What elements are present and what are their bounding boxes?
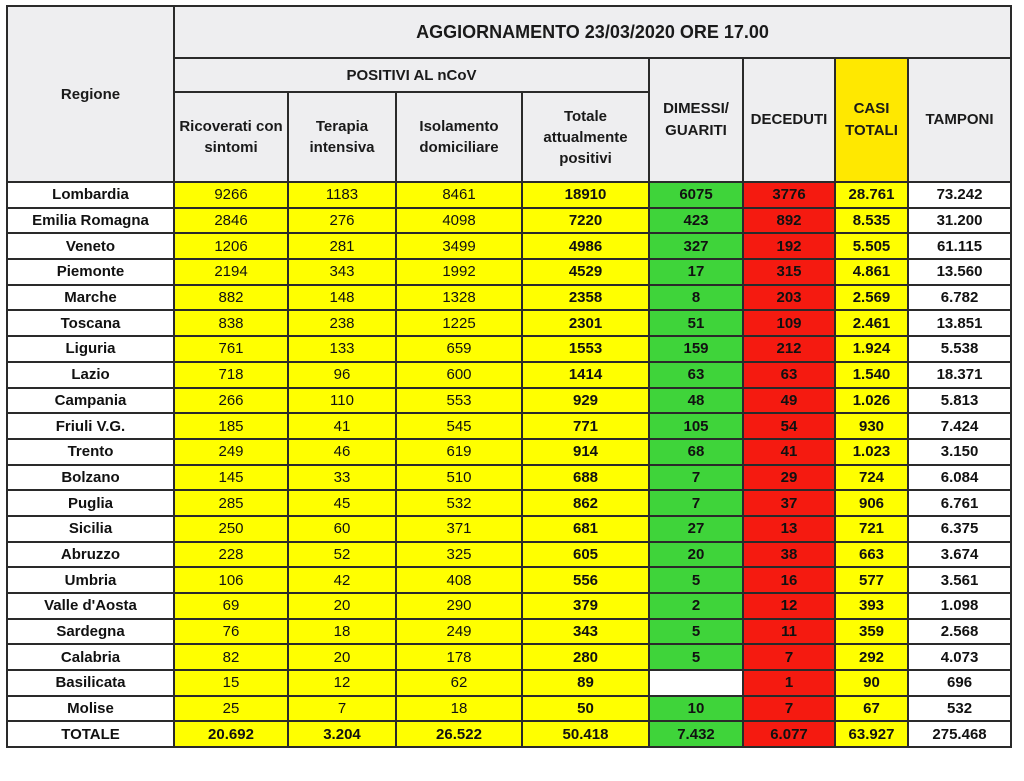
cell-dimessi: 48: [649, 388, 743, 414]
cell-tamponi: 13.851: [908, 310, 1011, 336]
cell-isolamento: 619: [396, 439, 522, 465]
header-regione: Regione: [7, 6, 174, 182]
cell-tamponi: 6.084: [908, 465, 1011, 491]
cell-isolamento: 1225: [396, 310, 522, 336]
cell-casi: 393: [835, 593, 908, 619]
cell-casi: 292: [835, 644, 908, 670]
cell-dimessi: 5: [649, 567, 743, 593]
cell-deceduti: 54: [743, 413, 835, 439]
cell-ricoverati: 882: [174, 285, 288, 311]
cell-ricoverati: 838: [174, 310, 288, 336]
cell-regione: Toscana: [7, 310, 174, 336]
cell-ricoverati: 145: [174, 465, 288, 491]
cell-dimessi: 5: [649, 644, 743, 670]
cell-dimessi: 8: [649, 285, 743, 311]
cell-tamponi: 61.115: [908, 233, 1011, 259]
cell-regione: Emilia Romagna: [7, 208, 174, 234]
cell-deceduti: 7: [743, 696, 835, 722]
cell-isolamento: 62: [396, 670, 522, 696]
cell-deceduti: 7: [743, 644, 835, 670]
table-row: [7, 670, 1011, 696]
cell-terapia: 276: [288, 208, 396, 234]
cell-totale-positivi: 89: [522, 670, 649, 696]
cell-deceduti: 41: [743, 439, 835, 465]
cell-dimessi: 327: [649, 233, 743, 259]
cell-casi: 1.026: [835, 388, 908, 414]
header-casi-totali: CASI TOTALI: [835, 58, 908, 182]
cell-totale-positivi: 914: [522, 439, 649, 465]
cell-isolamento: 290: [396, 593, 522, 619]
table-row: [7, 259, 1011, 285]
cell-casi: 8.535: [835, 208, 908, 234]
cell-totale-positivi: 862: [522, 490, 649, 516]
cell-regione: Bolzano: [7, 465, 174, 491]
cell-dimessi: 17: [649, 259, 743, 285]
cell-ricoverati: 82: [174, 644, 288, 670]
cell-deceduti: 1: [743, 670, 835, 696]
cell-ricoverati: 718: [174, 362, 288, 388]
cell-terapia: 60: [288, 516, 396, 542]
header-tamponi: TAMPONI: [908, 58, 1011, 182]
cell-tamponi: 31.200: [908, 208, 1011, 234]
cell-totale-positivi: 929: [522, 388, 649, 414]
cell-tamponi: 18.371: [908, 362, 1011, 388]
table-row: [7, 388, 1011, 414]
cell-isolamento: 18: [396, 696, 522, 722]
cell-dimessi: 68: [649, 439, 743, 465]
cell-deceduti: 12: [743, 593, 835, 619]
cell-ricoverati: 25: [174, 696, 288, 722]
cell-isolamento: 510: [396, 465, 522, 491]
cell-regione: Umbria: [7, 567, 174, 593]
cell-terapia: 46: [288, 439, 396, 465]
cell-casi: 2.461: [835, 310, 908, 336]
cell-casi: 2.569: [835, 285, 908, 311]
cell-isolamento: 600: [396, 362, 522, 388]
cell-casi: 67: [835, 696, 908, 722]
cell-ricoverati: 9266: [174, 182, 288, 208]
table-row: [7, 285, 1011, 311]
table-row: [7, 593, 1011, 619]
cell-isolamento: 3499: [396, 233, 522, 259]
cell-regione: Piemonte: [7, 259, 174, 285]
table-row: [7, 310, 1011, 336]
table-row: [7, 233, 1011, 259]
cell-dimessi: 5: [649, 619, 743, 645]
cell-deceduti: 3776: [743, 182, 835, 208]
cell-terapia: 20: [288, 593, 396, 619]
table-row: [7, 696, 1011, 722]
cell-deceduti: 49: [743, 388, 835, 414]
cell-dimessi: 2: [649, 593, 743, 619]
cell-casi: 5.505: [835, 233, 908, 259]
cell-totale-positivi: 1553: [522, 336, 649, 362]
cell-ricoverati: 20.692: [174, 721, 288, 747]
cell-casi: 1.540: [835, 362, 908, 388]
cell-totale-positivi: 688: [522, 465, 649, 491]
cell-casi: 577: [835, 567, 908, 593]
cell-deceduti: 16: [743, 567, 835, 593]
cell-tamponi: 3.674: [908, 542, 1011, 568]
cell-dimessi: 27: [649, 516, 743, 542]
cell-tamponi: 73.242: [908, 182, 1011, 208]
cell-regione: Calabria: [7, 644, 174, 670]
cell-regione: Lombardia: [7, 182, 174, 208]
cell-terapia: 20: [288, 644, 396, 670]
cell-deceduti: 63: [743, 362, 835, 388]
cell-isolamento: 659: [396, 336, 522, 362]
cell-terapia: 133: [288, 336, 396, 362]
cell-tamponi: 532: [908, 696, 1011, 722]
cell-isolamento: 325: [396, 542, 522, 568]
cell-dimessi: 10: [649, 696, 743, 722]
cell-deceduti: 109: [743, 310, 835, 336]
cell-casi: 1.924: [835, 336, 908, 362]
cell-totale-positivi: 50.418: [522, 721, 649, 747]
cell-casi: 63.927: [835, 721, 908, 747]
cell-tamponi: 13.560: [908, 259, 1011, 285]
cell-isolamento: 8461: [396, 182, 522, 208]
cell-tamponi: 696: [908, 670, 1011, 696]
cell-deceduti: 37: [743, 490, 835, 516]
cell-deceduti: 38: [743, 542, 835, 568]
cell-totale-positivi: 343: [522, 619, 649, 645]
cell-terapia: 281: [288, 233, 396, 259]
cell-ricoverati: 106: [174, 567, 288, 593]
cell-regione: Trento: [7, 439, 174, 465]
cell-deceduti: 29: [743, 465, 835, 491]
cell-deceduti: 212: [743, 336, 835, 362]
cell-tamponi: 5.813: [908, 388, 1011, 414]
cell-casi: 4.861: [835, 259, 908, 285]
cell-regione: Liguria: [7, 336, 174, 362]
table-row: [7, 516, 1011, 542]
cell-terapia: 12: [288, 670, 396, 696]
cell-ricoverati: 1206: [174, 233, 288, 259]
cell-totale-positivi: 771: [522, 413, 649, 439]
cell-deceduti: 192: [743, 233, 835, 259]
cell-totale-positivi: 280: [522, 644, 649, 670]
cell-deceduti: 203: [743, 285, 835, 311]
header-totale-positivi: Totale attualmente positivi: [522, 92, 649, 182]
table-row: [7, 362, 1011, 388]
cell-casi: 721: [835, 516, 908, 542]
cell-totale-positivi: 18910: [522, 182, 649, 208]
cell-regione: TOTALE: [7, 721, 174, 747]
header-dimessi: DIMESSI/ GUARITI: [649, 58, 743, 182]
cell-tamponi: 6.761: [908, 490, 1011, 516]
cell-regione: Marche: [7, 285, 174, 311]
cell-dimessi: 105: [649, 413, 743, 439]
cell-casi: 663: [835, 542, 908, 568]
cell-tamponi: 7.424: [908, 413, 1011, 439]
cell-ricoverati: 285: [174, 490, 288, 516]
cell-tamponi: 275.468: [908, 721, 1011, 747]
cell-tamponi: 4.073: [908, 644, 1011, 670]
cell-tamponi: 2.568: [908, 619, 1011, 645]
cell-casi: 724: [835, 465, 908, 491]
header-isolamento: Isolamento domiciliare: [396, 92, 522, 182]
cell-isolamento: 532: [396, 490, 522, 516]
cell-tamponi: 3.150: [908, 439, 1011, 465]
cell-terapia: 110: [288, 388, 396, 414]
cell-isolamento: 371: [396, 516, 522, 542]
table-row: [7, 465, 1011, 491]
cell-ricoverati: 228: [174, 542, 288, 568]
cell-ricoverati: 185: [174, 413, 288, 439]
cell-dimessi: 20: [649, 542, 743, 568]
cell-dimessi: [649, 670, 743, 696]
header-deceduti: DECEDUTI: [743, 58, 835, 182]
cell-isolamento: 1328: [396, 285, 522, 311]
cell-regione: Veneto: [7, 233, 174, 259]
table-row: [7, 182, 1011, 208]
cell-terapia: 18: [288, 619, 396, 645]
cell-dimessi: 63: [649, 362, 743, 388]
cell-terapia: 96: [288, 362, 396, 388]
cell-deceduti: 315: [743, 259, 835, 285]
cell-casi: 930: [835, 413, 908, 439]
cell-totale-positivi: 681: [522, 516, 649, 542]
cell-regione: Basilicata: [7, 670, 174, 696]
cell-ricoverati: 2846: [174, 208, 288, 234]
cell-dimessi: 6075: [649, 182, 743, 208]
cell-deceduti: 11: [743, 619, 835, 645]
cell-regione: Valle d'Aosta: [7, 593, 174, 619]
cell-tamponi: 5.538: [908, 336, 1011, 362]
cell-dimessi: 7: [649, 465, 743, 491]
cell-casi: 90: [835, 670, 908, 696]
cell-terapia: 45: [288, 490, 396, 516]
cell-tamponi: 3.561: [908, 567, 1011, 593]
cell-totale-positivi: 556: [522, 567, 649, 593]
cell-terapia: 238: [288, 310, 396, 336]
cell-isolamento: 4098: [396, 208, 522, 234]
cell-ricoverati: 2194: [174, 259, 288, 285]
cell-ricoverati: 250: [174, 516, 288, 542]
cell-totale-positivi: 2358: [522, 285, 649, 311]
table-row: [7, 542, 1011, 568]
covid-regions-table: [6, 5, 1012, 748]
header-positivi-group: POSITIVI AL nCoV: [174, 58, 649, 92]
cell-regione: Lazio: [7, 362, 174, 388]
table-row: [7, 619, 1011, 645]
header-terapia: Terapia intensiva: [288, 92, 396, 182]
table-row: [7, 336, 1011, 362]
cell-terapia: 52: [288, 542, 396, 568]
table-row: [7, 439, 1011, 465]
cell-isolamento: 1992: [396, 259, 522, 285]
cell-isolamento: 178: [396, 644, 522, 670]
cell-totale-positivi: 379: [522, 593, 649, 619]
total-row: [7, 721, 1011, 747]
cell-casi: 906: [835, 490, 908, 516]
cell-dimessi: 159: [649, 336, 743, 362]
cell-ricoverati: 249: [174, 439, 288, 465]
cell-casi: 1.023: [835, 439, 908, 465]
cell-regione: Campania: [7, 388, 174, 414]
cell-terapia: 41: [288, 413, 396, 439]
cell-regione: Sardegna: [7, 619, 174, 645]
cell-totale-positivi: 605: [522, 542, 649, 568]
cell-dimessi: 51: [649, 310, 743, 336]
cell-totale-positivi: 4986: [522, 233, 649, 259]
cell-isolamento: 553: [396, 388, 522, 414]
cell-isolamento: 408: [396, 567, 522, 593]
cell-regione: Sicilia: [7, 516, 174, 542]
table-row: [7, 567, 1011, 593]
cell-deceduti: 13: [743, 516, 835, 542]
page-title: AGGIORNAMENTO 23/03/2020 ORE 17.00: [174, 6, 1011, 58]
table-row: [7, 413, 1011, 439]
cell-terapia: 3.204: [288, 721, 396, 747]
cell-ricoverati: 76: [174, 619, 288, 645]
cell-terapia: 7: [288, 696, 396, 722]
cell-ricoverati: 15: [174, 670, 288, 696]
table-body: [7, 182, 1011, 747]
cell-deceduti: 892: [743, 208, 835, 234]
cell-regione: Friuli V.G.: [7, 413, 174, 439]
cell-regione: Abruzzo: [7, 542, 174, 568]
cell-terapia: 343: [288, 259, 396, 285]
table-row: [7, 208, 1011, 234]
cell-casi: 359: [835, 619, 908, 645]
cell-totale-positivi: 50: [522, 696, 649, 722]
cell-dimessi: 7: [649, 490, 743, 516]
cell-totale-positivi: 4529: [522, 259, 649, 285]
cell-terapia: 148: [288, 285, 396, 311]
cell-totale-positivi: 1414: [522, 362, 649, 388]
cell-tamponi: 6.375: [908, 516, 1011, 542]
cell-terapia: 33: [288, 465, 396, 491]
cell-ricoverati: 761: [174, 336, 288, 362]
cell-terapia: 42: [288, 567, 396, 593]
cell-regione: Puglia: [7, 490, 174, 516]
table-row: [7, 490, 1011, 516]
cell-dimessi: 7.432: [649, 721, 743, 747]
cell-ricoverati: 266: [174, 388, 288, 414]
cell-terapia: 1183: [288, 182, 396, 208]
header-ricoverati: Ricoverati con sintomi: [174, 92, 288, 182]
cell-isolamento: 545: [396, 413, 522, 439]
cell-tamponi: 1.098: [908, 593, 1011, 619]
cell-tamponi: 6.782: [908, 285, 1011, 311]
cell-ricoverati: 69: [174, 593, 288, 619]
cell-totale-positivi: 7220: [522, 208, 649, 234]
cell-isolamento: 26.522: [396, 721, 522, 747]
table-row: [7, 644, 1011, 670]
cell-deceduti: 6.077: [743, 721, 835, 747]
cell-totale-positivi: 2301: [522, 310, 649, 336]
cell-dimessi: 423: [649, 208, 743, 234]
cell-isolamento: 249: [396, 619, 522, 645]
cell-casi: 28.761: [835, 182, 908, 208]
cell-regione: Molise: [7, 696, 174, 722]
